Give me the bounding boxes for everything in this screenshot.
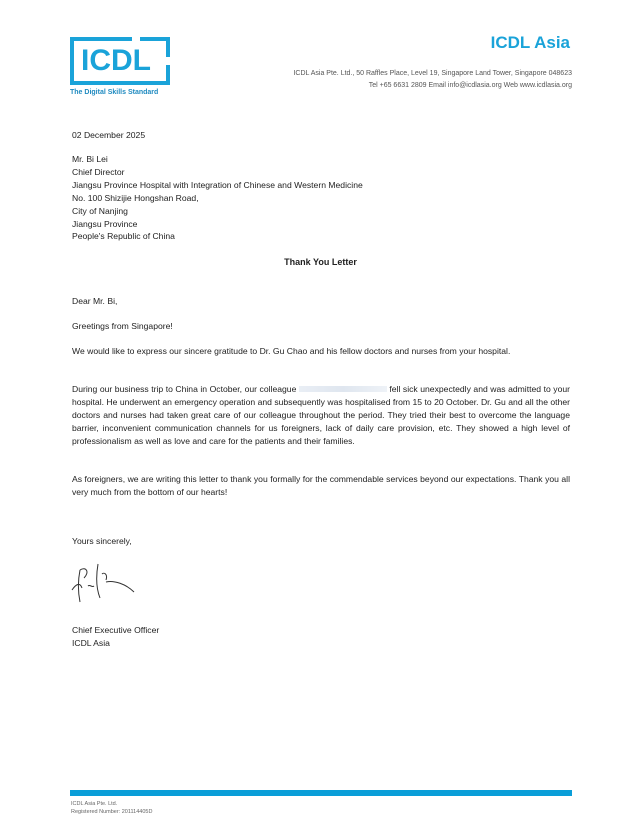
paragraph-incident-start: During our business trip to China in October, our colleague xyxy=(72,384,297,394)
footer-bar xyxy=(70,790,572,796)
address-line: ICDL Asia Pte. Ltd., 50 Raffles Place, Level 19, Singapore Land Tower, Singapore 048623 xyxy=(293,70,572,77)
contact-line: Tel +65 6631 2809 Email info@icdlasia.org Web www.icdlasia.org xyxy=(368,82,572,89)
brand-name: ICDL Asia xyxy=(490,33,570,52)
logo-text: ICDL xyxy=(81,44,151,77)
closing: Yours sincerely, xyxy=(72,536,132,546)
signer-title: Chief Executive Officer xyxy=(72,625,160,635)
recipient-country: People's Republic of China xyxy=(72,231,175,242)
icdl-logo xyxy=(70,37,174,96)
letterhead-address xyxy=(293,68,572,92)
paragraph-thanks: As foreigners, we are writing this letter to thank you formally for the commendable services beyond our expectations. Thank you all very much from the bottom of our hearts! xyxy=(72,474,570,497)
letter-date: 02 December 2025 xyxy=(72,130,146,140)
recipient-title: Chief Director xyxy=(72,166,125,177)
paragraph-gratitude: We would like to express our sincere gratitude to Dr. Gu Chao and his fellow doctors and nurses from your hospital. xyxy=(72,346,511,356)
logo-tagline: The Digital Skills Standard xyxy=(70,89,159,96)
salutation: Dear Mr. Bi, xyxy=(72,296,118,306)
recipient-street: No. 100 Shizijie Hongshan Road, xyxy=(72,192,199,203)
letter-title: Thank You Letter xyxy=(284,257,357,267)
paragraph-incident xyxy=(72,383,570,448)
footer-company: ICDL Asia Pte. Ltd. xyxy=(71,801,118,807)
footer-registration: Registered Number: 201114405D xyxy=(71,809,153,815)
greeting: Greetings from Singapore! xyxy=(72,321,173,331)
paragraph-incident-rest: fell sick unexpectedly and was admitted to your hospital. He underwent an emergency operation and subsequently was hospitalised from 15 to 20 October. Dr. Gu and all the other doctors and nurses had taken great care of our colleague throughout the period. They tried their best to overcome the language barrier, inconvenient communication channels for us foreigners, lack of daily care provision, etc. They showed a high level of professionalism as well as love and care for the patients and their families. xyxy=(72,384,570,446)
signer-block xyxy=(72,624,570,650)
recipient-organization: Jiangsu Province Hospital with Integration of Chinese and Western Medicine xyxy=(72,179,363,190)
redacted-name xyxy=(299,386,387,392)
signature-image xyxy=(68,558,138,608)
recipient-name: Mr. Bi Lei xyxy=(72,154,108,164)
recipient-city: City of Nanjing xyxy=(72,205,128,216)
footer xyxy=(71,800,152,816)
recipient-block xyxy=(72,153,570,243)
signer-organization: ICDL Asia xyxy=(72,637,110,648)
logo-mark xyxy=(70,37,170,85)
recipient-province: Jiangsu Province xyxy=(72,218,138,229)
